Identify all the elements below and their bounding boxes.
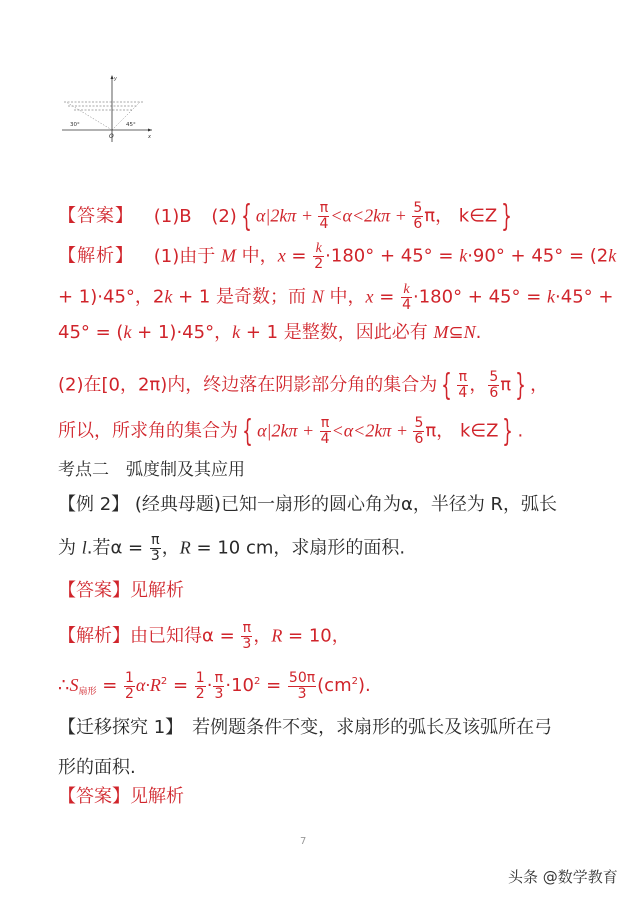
analysis-1-line-5: 所以，所求角的集合为 { α|2kπ + $\frac{\pi}{4}$ <α<2kπ + $\frac{5}{6}$ π， k∈Z } . <box>58 413 524 449</box>
analysis-1-line-2: + 1)·45°，2k + 1 是奇数；而 N 中，x = $\frac{k}{4}$ ·180° + 45° = k·45° + <box>58 282 614 313</box>
math: π， k∈Z <box>424 205 498 227</box>
analysis-1-line-1: 【解析】 (1)由于 M 中，x = $\frac{k}{2}$ ·180° + 45° = k·90° + 45° = (2k <box>58 241 617 272</box>
example-2-line-2: 为 l.若α = $\frac{\pi}{3}$ ，R = 10 cm，求扇形的面积. <box>58 532 406 564</box>
answer-label: 【答案】 <box>58 205 134 227</box>
angle-45-label: 45° <box>126 122 136 128</box>
transfer-label: 【迁移探究 1】 <box>58 717 175 738</box>
x-axis-label: x <box>148 134 151 140</box>
answer-2-line <box>58 579 184 603</box>
math: <α<2kπ + <box>330 205 412 226</box>
transfer-1-line-1: 【迁移探究 1】 若例题条件不变，求扇形的弧长及该弧所在弓 <box>58 717 553 738</box>
example-label: 【例 2】 <box>58 494 130 515</box>
answer-part-1: (1)B <box>153 205 192 227</box>
watermark: 头条 @数学教育 <box>508 868 618 886</box>
answer-label: 【答案】 <box>58 786 130 807</box>
angle-30-label: 30° <box>70 122 80 128</box>
page-number: 7 <box>300 836 307 847</box>
analysis-label: 【解析】 <box>58 625 130 647</box>
origin-label: O <box>109 133 114 140</box>
answer-text: 见解析 <box>130 580 184 601</box>
answer-1-line: 【答案】 (1)B (2) { α|2kπ + $\frac{\pi}{4}$ <α<2kπ + $\frac{5}{6}$ π， k∈Z } <box>58 198 513 234</box>
answer-text: 见解析 <box>130 786 184 807</box>
y-axis-label: y <box>114 76 117 82</box>
math: α|2kπ + <box>255 205 318 226</box>
angle-diagram <box>58 72 154 142</box>
analysis-2-line-2: $\therefore S_{扇形}$ = $\frac{1}{2}$ $\alpha\cdot R^2$ = $\frac{1}{2}$ · $\frac{\pi}{3}$ $\cdot 10^2$ = $\frac{50\pi}{3}$ $(cm^2)$. <box>58 669 371 702</box>
example-2-line-1: 【例 2】 (经典母题)已知一扇形的圆心角为α，半径为 R，弧长 <box>58 494 558 515</box>
section-title: 考点二 弧度制及其应用 <box>58 460 245 480</box>
transfer-1-line-2: 形的面积. <box>58 757 136 778</box>
analysis-label: 【解析】 <box>58 245 134 267</box>
answer-label: 【答案】 <box>58 580 130 601</box>
analysis-2-line-1: 【解析】由已知得α = $\frac{\pi}{3}$ ，R = 10， <box>58 620 350 652</box>
analysis-1-line-3: 45° = (k + 1)·45°，k + 1 是整数，因此必有 M⊆N. <box>58 322 482 343</box>
answer-3-line <box>58 785 184 809</box>
analysis-1-line-4: (2)在[0，2π)内，终边落在阴影部分角的集合为 { $\frac{\pi}{4}$ ， $\frac{5}{6}$ π } ， <box>58 367 549 403</box>
answer-part-2: (2) <box>211 205 237 227</box>
